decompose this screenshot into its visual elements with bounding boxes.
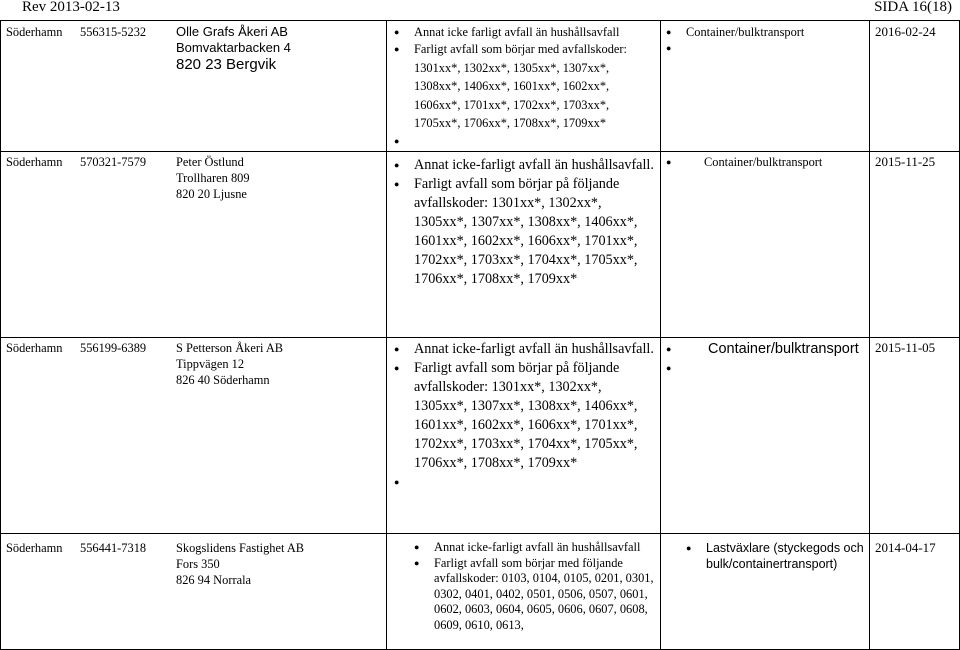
transport-item: ● Container/bulktransport: [664, 24, 864, 40]
date-cell: 2016-02-24: [875, 24, 936, 39]
company-cell: [176, 154, 250, 202]
company-name: Skogslidens Fastighet AB: [176, 541, 305, 555]
date-cell: 2014-04-17: [875, 540, 936, 555]
municipality-cell: Söderhamn: [6, 541, 63, 555]
company-street: Bomvaktarbacken 4: [176, 40, 291, 55]
company-name: Peter Östlund: [176, 155, 244, 169]
org-number-cell: 570321-7579: [80, 155, 147, 169]
row-divider: [0, 151, 960, 152]
municipality-cell: Söderhamn: [6, 341, 63, 355]
waste-list: [412, 540, 654, 633]
date-cell: 2015-11-05: [875, 340, 936, 355]
transport-item: ● Lastväxlare (styckegods och bulk/containertransport): [684, 540, 866, 572]
municipality-cell: Söderhamn: [6, 25, 63, 39]
waste-item: ● Farligt avfall som börjar med avfallskoder: 1301xx*, 1302xx*, 1305xx*, 1307xx*, 1308xx*, 1406xx*, 1601xx*, 1602xx*, 1606xx*, 1701xx*, 1702xx*, 1703xx*, 1705xx*, 1706xx*, 1708xx*, 1709xx*: [392, 40, 654, 133]
waste-item: ● Farligt avfall som börjar på följande avfallskoder: 1301xx*, 1302xx*, 1305xx*, 1307xx*, 1308xx*, 1406xx*, 1601xx*, 1602xx*, 1606xx*, 1701xx*, 1702xx*, 1703xx*, 1704xx*, 1705xx*, 1706xx*, 1708xx*, 1709xx*: [392, 175, 654, 289]
column-divider: [869, 20, 870, 650]
column-divider: [660, 20, 661, 650]
transport-item: ● Container/bulktransport: [664, 154, 864, 170]
company-postal: 820 23 Bergvik: [176, 56, 277, 73]
waste-item: ● Farligt avfall som börjar på följande avfallskoder: 1301xx*, 1302xx*, 1305xx*, 1307xx*, 1308xx*, 1406xx*, 1601xx*, 1602xx*, 1606xx*, 1701xx*, 1702xx*, 1703xx*, 1704xx*, 1705xx*, 1706xx*, 1708xx*, 1709xx*: [392, 359, 654, 473]
table-top-border: [0, 20, 960, 21]
column-divider: [386, 20, 387, 650]
waste-item: ● Annat icke farligt avfall än hushållsavfall: [392, 24, 654, 40]
municipality-cell: Söderhamn: [6, 155, 63, 169]
date-cell: 2015-11-25: [875, 154, 936, 169]
waste-item: ● Annat icke-farligt avfall än hushållsavfall.: [392, 340, 654, 359]
company-postal: 826 40 Söderhamn: [176, 373, 270, 387]
row-divider: [0, 533, 960, 534]
waste-list: [392, 156, 654, 289]
transport-item: ● Container/bulktransport: [664, 340, 869, 359]
company-street: Trollharen 809: [176, 171, 250, 185]
waste-item: ● Farligt avfall som börjar med följande avfallskoder: 0103, 0104, 0105, 0201, 0301, 0302, 0401, 0402, 0501, 0506, 0507, 0601, 0602, 0603, 0604, 0605, 0606, 0607, 0608, 0609, 0610, 0613,: [412, 556, 654, 634]
transport-list: [684, 540, 866, 572]
transport-item: [664, 359, 869, 378]
row-divider: [0, 337, 960, 338]
transport-item: [664, 40, 864, 56]
org-number-cell: 556199-6389: [80, 341, 147, 355]
company-name: S Petterson Åkeri AB: [176, 341, 284, 355]
company-postal: 826 94 Norrala: [176, 573, 252, 587]
revision-label: Rev 2013-02-13: [22, 0, 120, 15]
waste-item: [392, 133, 654, 147]
transport-list: [664, 24, 864, 56]
company-street: Fors 350: [176, 557, 220, 571]
company-name: Olle Grafs Åkeri AB: [176, 24, 288, 39]
waste-item: [392, 473, 654, 492]
waste-item: ● Annat icke-farligt avfall än hushållsavfall.: [392, 156, 654, 175]
page-number: SIDA 16(18): [874, 0, 952, 15]
company-postal: 820 20 Ljusne: [176, 187, 247, 201]
org-number-cell: 556441-7318: [80, 541, 147, 555]
company-street: Tippvägen 12: [176, 357, 245, 371]
org-number-cell: 556315-5232: [80, 25, 147, 39]
waste-list: [392, 340, 654, 492]
company-cell: [176, 24, 291, 74]
transport-list: [664, 340, 869, 378]
company-cell: [176, 540, 304, 588]
waste-list: [392, 24, 654, 147]
transport-list: [664, 154, 864, 170]
waste-item: ● Annat icke-farligt avfall än hushållsavfall: [412, 540, 654, 556]
page-header: [0, 0, 960, 20]
column-divider: [0, 20, 1, 650]
company-cell: [176, 340, 283, 388]
